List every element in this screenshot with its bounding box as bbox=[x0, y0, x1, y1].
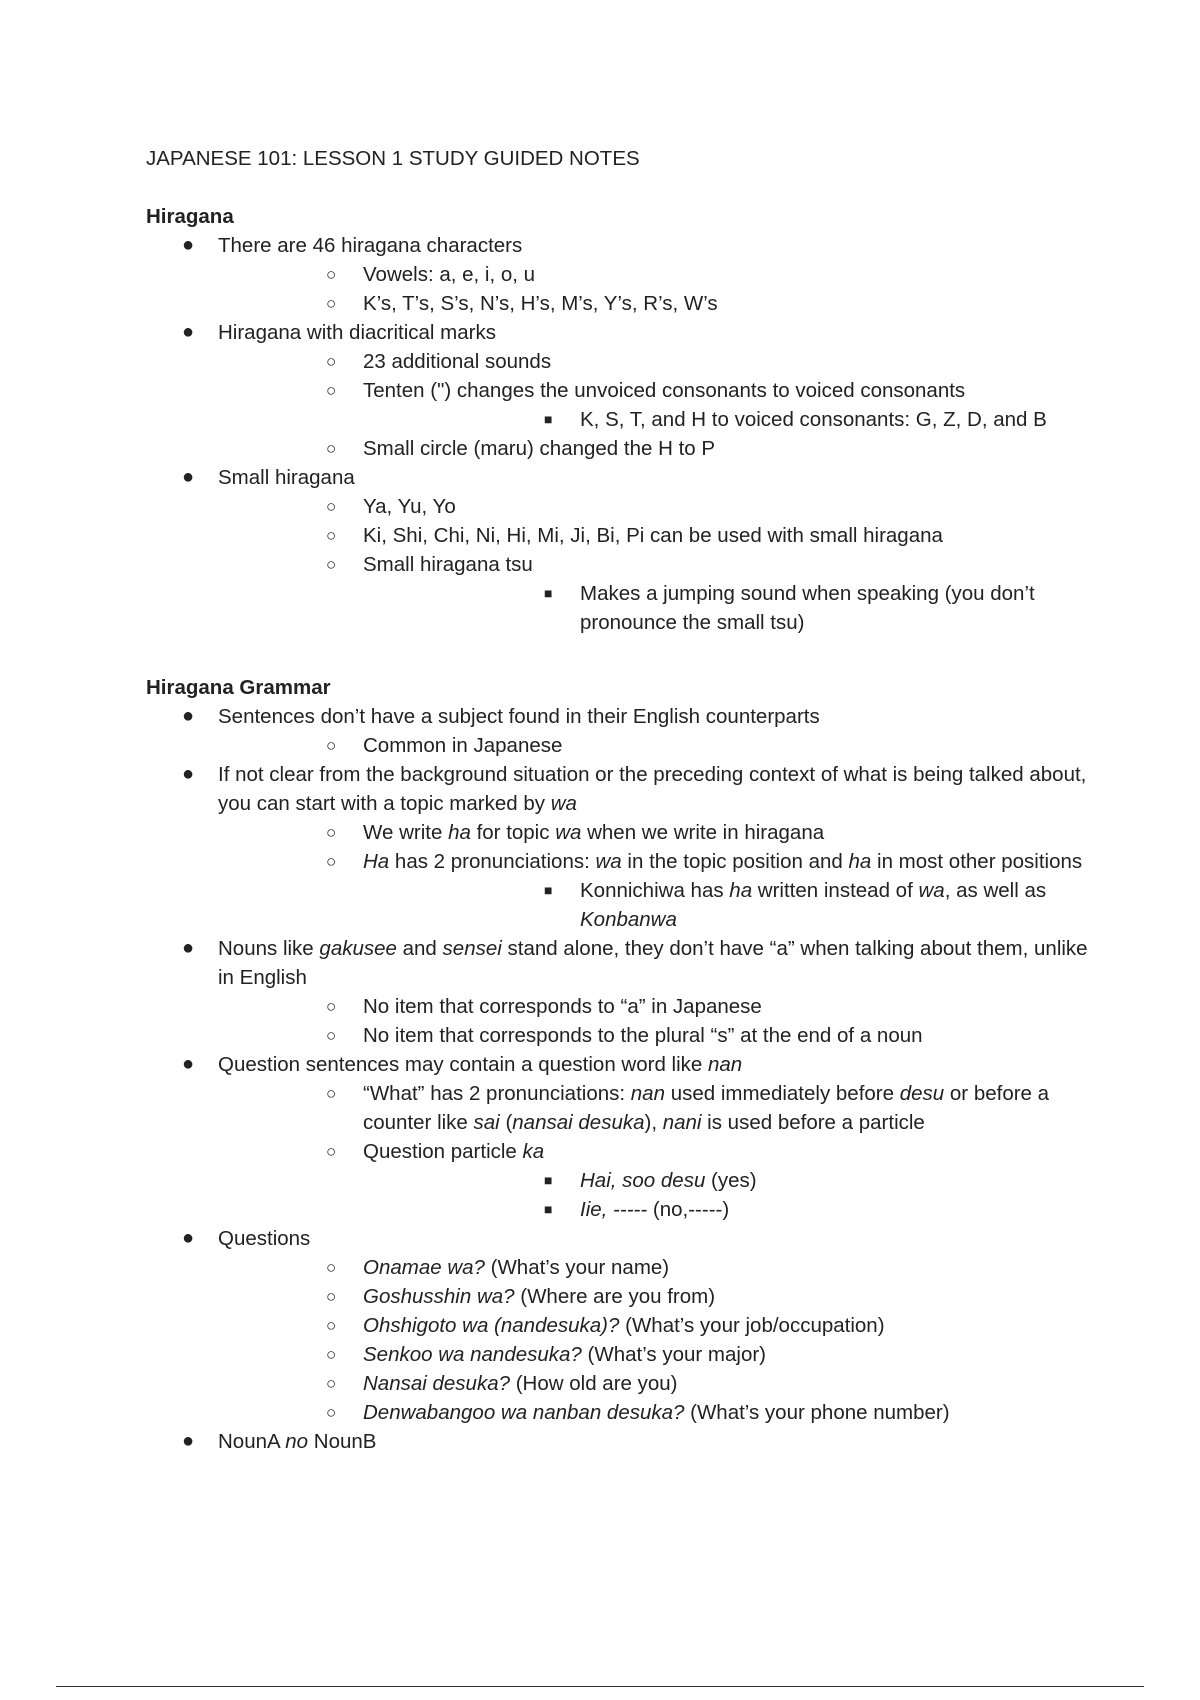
item-text-italic: ka bbox=[522, 1140, 545, 1163]
item-text: Hiragana with diacritical marks bbox=[218, 321, 496, 344]
item-text: Vowels: a, e, i, o, u bbox=[363, 263, 536, 286]
item-text: Questions bbox=[218, 1227, 311, 1250]
list-item bbox=[218, 1369, 1106, 1398]
list-item bbox=[363, 405, 1106, 434]
item-text-italic: Konbanwa bbox=[580, 908, 677, 931]
item-text-italic: ha bbox=[729, 879, 753, 902]
heading-hiragana-grammar: Hiragana Grammar bbox=[146, 676, 331, 699]
list-item bbox=[218, 818, 1106, 847]
bullet-disc-icon: ● bbox=[182, 1227, 195, 1249]
item-text: (What’s your job/occupation) bbox=[619, 1314, 885, 1337]
sublist bbox=[363, 876, 1106, 934]
list-item bbox=[218, 1021, 1106, 1050]
item-text: Question sentences may contain a question word like bbox=[218, 1053, 708, 1076]
list-item bbox=[218, 1137, 1106, 1224]
item-text-italic: desu bbox=[899, 1082, 945, 1105]
item-text-italic: ha bbox=[848, 850, 872, 873]
bullet-circle-icon: ○ bbox=[326, 823, 337, 842]
item-text: ), bbox=[644, 1111, 663, 1134]
sublist bbox=[218, 731, 1106, 760]
list-item bbox=[146, 1050, 1106, 1224]
list-item bbox=[218, 347, 1106, 376]
item-text-italic: Hai, soo desu bbox=[580, 1169, 706, 1192]
bullet-disc-icon: ● bbox=[182, 321, 195, 343]
bullet-square-icon: ■ bbox=[544, 1201, 553, 1217]
bullet-circle-icon: ○ bbox=[326, 265, 337, 284]
item-text: Question particle bbox=[363, 1140, 523, 1163]
bullet-circle-icon: ○ bbox=[326, 1142, 337, 1161]
item-text-italic: wa bbox=[918, 879, 945, 902]
bullet-disc-icon: ● bbox=[182, 1053, 195, 1075]
item-text: (no,-----) bbox=[647, 1198, 730, 1221]
item-text: Ya, Yu, Yo bbox=[363, 495, 456, 518]
item-text-italic: Nansai desuka? bbox=[363, 1372, 511, 1395]
item-text: Ki, Shi, Chi, Ni, Hi, Mi, Ji, Bi, Pi can be used with small hiragana bbox=[363, 524, 943, 547]
item-text-italic: Onamae wa? bbox=[363, 1256, 485, 1279]
bullet-disc-icon: ● bbox=[182, 1430, 195, 1452]
item-text: K, S, T, and H to voiced consonants: G, Z, D, and B bbox=[580, 408, 1047, 431]
item-text: stand alone, they don’t have “a” when talking about them, unlike in English bbox=[218, 937, 1088, 989]
list-item bbox=[146, 231, 1106, 318]
item-text-italic: ha bbox=[448, 821, 471, 844]
item-text: (What’s your name) bbox=[484, 1256, 670, 1279]
item-text-italic: Goshusshin wa? bbox=[363, 1285, 515, 1308]
item-text: Common in Japanese bbox=[363, 734, 563, 757]
bullet-circle-icon: ○ bbox=[326, 294, 337, 313]
item-text: written instead of bbox=[752, 879, 919, 902]
item-text: If not clear from the background situation or the preceding context of what is being talked about, you can start with a topic marked by bbox=[218, 763, 1087, 815]
bullet-circle-icon: ○ bbox=[326, 439, 337, 458]
page-bottom-divider bbox=[56, 1686, 1144, 1687]
list-item bbox=[218, 1253, 1106, 1282]
item-text: used immediately before bbox=[665, 1082, 900, 1105]
list-item bbox=[146, 760, 1106, 934]
list-item bbox=[146, 318, 1106, 463]
sublist bbox=[218, 1253, 1106, 1427]
list-item bbox=[218, 847, 1106, 934]
item-text: is used before a particle bbox=[701, 1111, 925, 1134]
item-text-italic: nani bbox=[662, 1111, 702, 1134]
bullet-disc-icon: ● bbox=[182, 705, 195, 727]
list-item bbox=[146, 463, 1106, 637]
item-text: We write bbox=[363, 821, 449, 844]
list-item bbox=[146, 934, 1106, 1050]
item-text-italic: Iie, ----- bbox=[580, 1198, 648, 1221]
item-text: Konnichiwa has bbox=[580, 879, 730, 902]
list-item bbox=[218, 521, 1106, 550]
sublist bbox=[218, 1079, 1106, 1224]
bullet-circle-icon: ○ bbox=[326, 1374, 337, 1393]
bullet-circle-icon: ○ bbox=[326, 497, 337, 516]
item-text-italic: Denwabangoo wa nanban desuka? bbox=[363, 1401, 685, 1424]
list-item bbox=[218, 376, 1106, 434]
sublist bbox=[363, 405, 1106, 434]
item-text: 23 additional sounds bbox=[363, 350, 552, 373]
sublist bbox=[363, 1166, 1106, 1224]
item-text: (yes) bbox=[705, 1169, 757, 1192]
list-item bbox=[363, 579, 1106, 637]
item-text-italic: sai bbox=[473, 1111, 500, 1134]
item-text: Small hiragana tsu bbox=[363, 553, 533, 576]
list-item bbox=[218, 1340, 1106, 1369]
sublist bbox=[218, 492, 1106, 637]
bullet-circle-icon: ○ bbox=[326, 1287, 337, 1306]
bullet-circle-icon: ○ bbox=[326, 1084, 337, 1103]
bullet-circle-icon: ○ bbox=[326, 1316, 337, 1335]
list-item bbox=[218, 260, 1106, 289]
item-text: NounA bbox=[218, 1430, 286, 1453]
bullet-circle-icon: ○ bbox=[326, 997, 337, 1016]
sublist bbox=[218, 260, 1106, 318]
item-text: has 2 pronunciations: bbox=[389, 850, 596, 873]
item-text: and bbox=[396, 937, 443, 960]
bullet-disc-icon: ● bbox=[182, 466, 195, 488]
item-text: Tenten (") changes the unvoiced consonants to voiced consonants bbox=[363, 379, 966, 402]
list-item bbox=[363, 1195, 1106, 1224]
item-text: (What’s your major) bbox=[581, 1343, 767, 1366]
item-text-italic: gakusee bbox=[319, 937, 397, 960]
item-text: Sentences don’t have a subject found in their English counterparts bbox=[218, 705, 820, 728]
bullet-square-icon: ■ bbox=[544, 1172, 553, 1188]
list-item bbox=[218, 731, 1106, 760]
item-text: No item that corresponds to the plural “s” at the end of a noun bbox=[363, 1024, 923, 1047]
bullet-circle-icon: ○ bbox=[326, 852, 337, 871]
item-text: , as well as bbox=[944, 879, 1047, 902]
list-item bbox=[218, 492, 1106, 521]
item-text: Small circle (maru) changed the H to P bbox=[363, 437, 716, 460]
list-item bbox=[218, 992, 1106, 1021]
list-item bbox=[146, 702, 1106, 760]
item-text: Small hiragana bbox=[218, 466, 355, 489]
item-text: (What’s your phone number) bbox=[684, 1401, 950, 1424]
sublist bbox=[218, 818, 1106, 934]
item-text: Nouns like bbox=[218, 937, 320, 960]
item-text-italic: Senkoo wa nandesuka? bbox=[363, 1343, 582, 1366]
sublist bbox=[218, 992, 1106, 1050]
bullet-square-icon: ■ bbox=[544, 585, 553, 601]
bullet-circle-icon: ○ bbox=[326, 1403, 337, 1422]
item-text: in the topic position and bbox=[621, 850, 849, 873]
item-text: when we write in hiragana bbox=[581, 821, 825, 844]
heading-hiragana: Hiragana bbox=[146, 205, 234, 228]
item-text: Makes a jumping sound when speaking (you don’t pronounce the small tsu) bbox=[580, 582, 1035, 634]
grammar-list bbox=[146, 702, 1106, 1456]
bullet-disc-icon: ● bbox=[182, 763, 195, 785]
list-item bbox=[363, 1166, 1106, 1195]
bullet-circle-icon: ○ bbox=[326, 526, 337, 545]
bullet-circle-icon: ○ bbox=[326, 352, 337, 371]
item-text-italic: wa bbox=[595, 850, 622, 873]
list-item bbox=[146, 1427, 1106, 1456]
bullet-disc-icon: ● bbox=[182, 234, 195, 256]
list-item bbox=[218, 1398, 1106, 1427]
bullet-disc-icon: ● bbox=[182, 937, 195, 959]
item-text: “What” has 2 pronunciations: bbox=[363, 1082, 631, 1105]
item-text: No item that corresponds to “a” in Japanese bbox=[363, 995, 762, 1018]
item-text-italic: Ha bbox=[363, 850, 390, 873]
list-item bbox=[218, 1079, 1106, 1137]
item-text: There are 46 hiragana characters bbox=[218, 234, 523, 257]
document-title: JAPANESE 101: LESSON 1 STUDY GUIDED NOTES bbox=[146, 147, 640, 170]
bullet-square-icon: ■ bbox=[544, 411, 553, 427]
list-item bbox=[363, 876, 1106, 934]
item-text-italic: wa bbox=[555, 821, 582, 844]
item-text-italic: wa bbox=[550, 792, 577, 815]
bullet-circle-icon: ○ bbox=[326, 1026, 337, 1045]
item-text-italic: Ohshigoto wa (nandesuka)? bbox=[363, 1314, 620, 1337]
item-text: ( bbox=[499, 1111, 513, 1134]
item-text: in most other positions bbox=[871, 850, 1083, 873]
item-text: for topic bbox=[470, 821, 556, 844]
item-text-italic: nan bbox=[630, 1082, 665, 1105]
item-text: NounB bbox=[308, 1430, 377, 1453]
list-item bbox=[218, 1282, 1106, 1311]
list-item bbox=[218, 434, 1106, 463]
item-text-italic: nansai desuka bbox=[512, 1111, 645, 1134]
item-text-italic: sensei bbox=[442, 937, 502, 960]
bullet-circle-icon: ○ bbox=[326, 1345, 337, 1364]
list-item bbox=[218, 1311, 1106, 1340]
item-text: (How old are you) bbox=[510, 1372, 678, 1395]
bullet-circle-icon: ○ bbox=[326, 381, 337, 400]
item-text: (Where are you from) bbox=[514, 1285, 716, 1308]
sublist bbox=[363, 579, 1106, 637]
bullet-circle-icon: ○ bbox=[326, 555, 337, 574]
item-text-italic: nan bbox=[708, 1053, 743, 1076]
hiragana-list bbox=[146, 231, 1106, 637]
bullet-square-icon: ■ bbox=[544, 882, 553, 898]
list-item bbox=[218, 550, 1106, 637]
bullet-circle-icon: ○ bbox=[326, 736, 337, 755]
item-text: or before a counter like bbox=[363, 1082, 1050, 1134]
list-item bbox=[146, 1224, 1106, 1427]
sublist bbox=[218, 347, 1106, 463]
item-text: K’s, T’s, S’s, N’s, H’s, M’s, Y’s, R’s, W’s bbox=[363, 292, 718, 315]
bullet-circle-icon: ○ bbox=[326, 1258, 337, 1277]
item-text-italic: no bbox=[285, 1430, 309, 1453]
list-item bbox=[218, 289, 1106, 318]
